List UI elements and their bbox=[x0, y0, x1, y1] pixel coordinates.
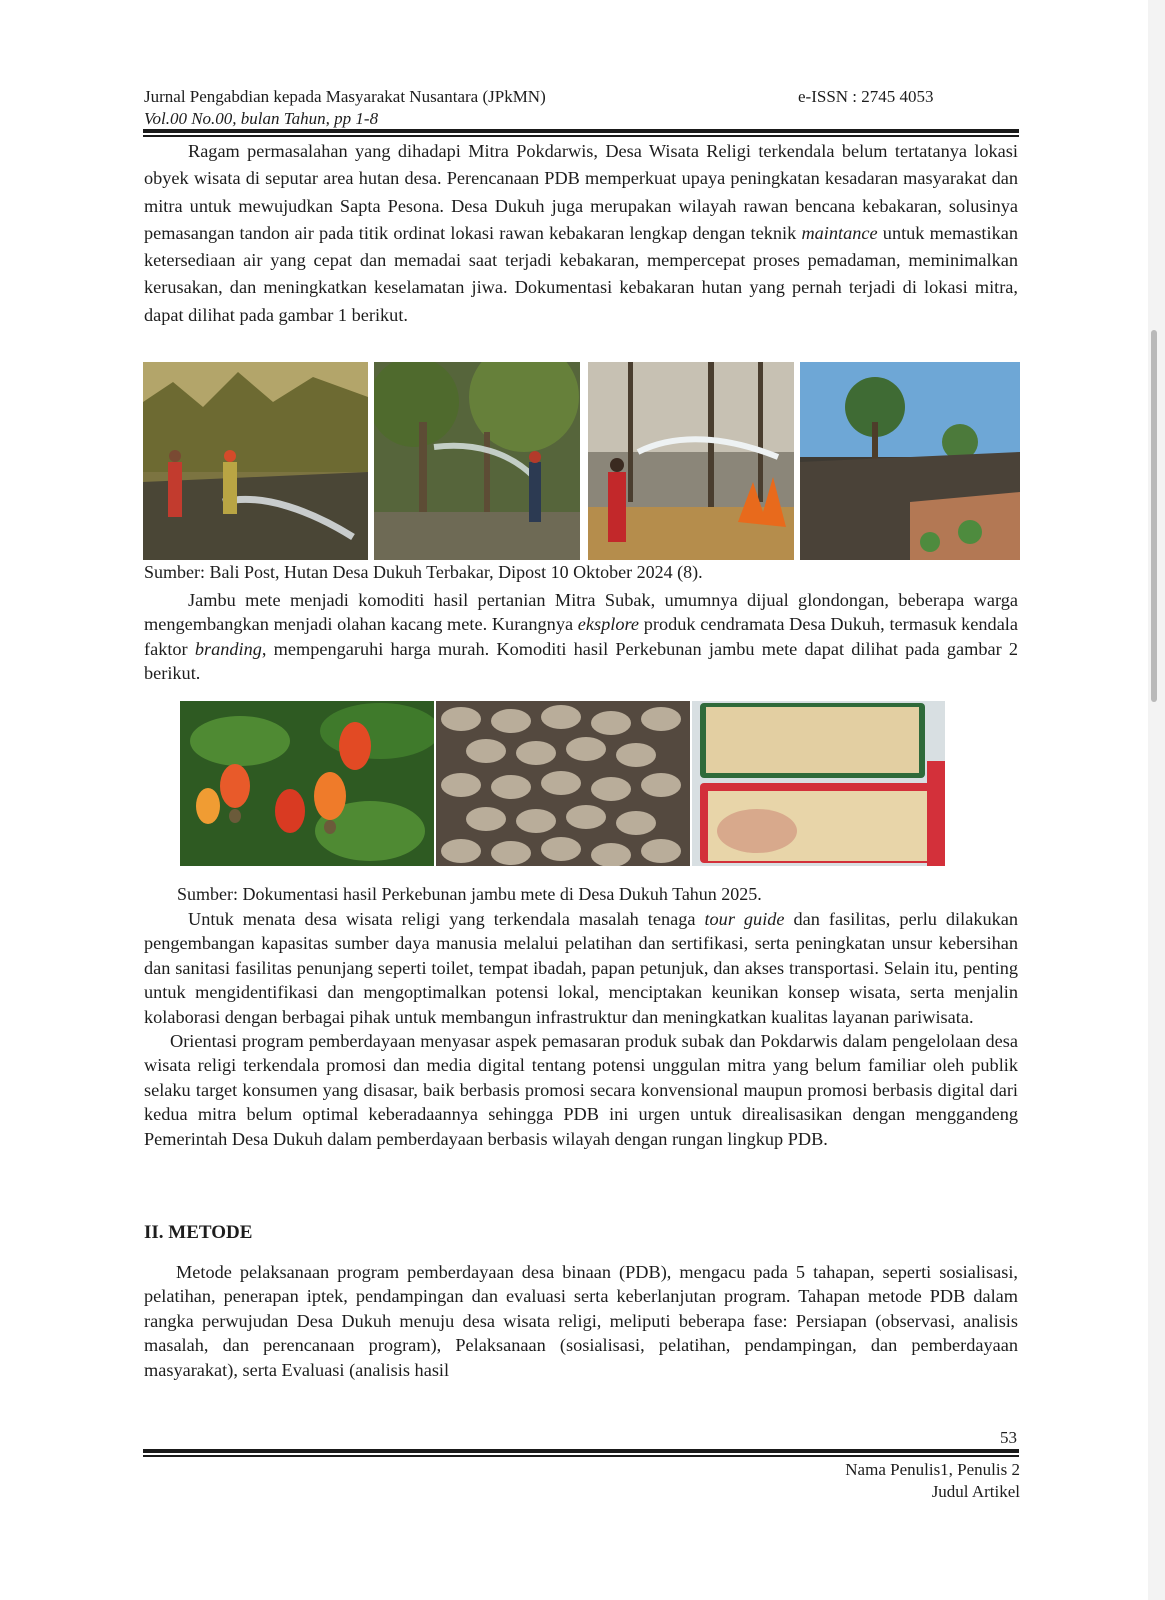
italic-term: eksplore bbox=[577, 614, 640, 635]
italic-term: maintance bbox=[801, 222, 878, 243]
scrollbar-thumb[interactable] bbox=[1151, 330, 1157, 702]
section-heading: II. METODE bbox=[144, 1222, 253, 1243]
firefighters-spraying-photo bbox=[143, 362, 368, 560]
footer-authors: Nama Penulis1, Penulis 2 bbox=[845, 1460, 1020, 1479]
running-footer bbox=[845, 1459, 1020, 1503]
burned-hillside-photo bbox=[800, 362, 1020, 560]
cashew-fruit-photo bbox=[180, 701, 434, 866]
header-rule bbox=[143, 129, 1019, 133]
italic-term: branding bbox=[194, 638, 262, 659]
paragraph-2: Jambu mete menjadi komoditi hasil pertanian Mitra Subak, umumnya dijual glondongan, beberapa warga mengembangkan menjadi olahan kacang mete. Kurangnya eksplore produk cendramata Desa Dukuh, termasuk kendala faktor branding, mempengaruhi harga murah. Komoditi hasil Perkebunan jambu mete dapat dilihat pada gambar 2 berikut. bbox=[144, 590, 1018, 684]
italic-term: tour guide bbox=[704, 909, 785, 929]
raw-cashew-nuts-photo bbox=[436, 701, 690, 866]
figure-2-caption: Sumber: Dokumentasi hasil Perkebunan jambu mete di Desa Dukuh Tahun 2025. bbox=[177, 884, 762, 904]
cashew-kernels-tray-photo bbox=[692, 701, 945, 866]
journal-name: Jurnal Pengabdian kepada Masyarakat Nusantara (JPkMN) bbox=[144, 87, 546, 106]
issn: e-ISSN : 2745 4053 bbox=[798, 87, 934, 106]
forest-flames-photo bbox=[588, 362, 794, 560]
footer-rule-thin bbox=[143, 1455, 1019, 1457]
footer-article-title: Judul Artikel bbox=[931, 1482, 1020, 1501]
paragraph-1: Ragam permasalahan yang dihadapi Mitra Pokdarwis, Desa Wisata Religi terkendala belum tertatanya lokasi obyek wisata di seputar area hutan desa. Perencanaan PDB memperkuat upaya peningkatan kesadaran masyarakat dan mitra untuk mewujudkan Sapta Pesona. Desa Dukuh juga merupakan wilayah rawan bencana kebakaran, solusinya pemasangan tandon air pada titik ordinat lokasi rawan kebakaran lengkap dengan teknik maintance untuk memastikan ketersediaan air yang cepat dan memadai saat terjadi kebakaran, mempercepat proses pemadaman, meminimalkan kerusakan, dan meningkatkan keselamatan jiwa. Dokumentasi kebakaran hutan yang pernah terjadi di lokasi mitra, dapat dilihat pada gambar 1 berikut. bbox=[144, 141, 1018, 325]
figure-1-caption: Sumber: Bali Post, Hutan Desa Dukuh Terbakar, Dipost 10 Oktober 2024 (8). bbox=[144, 562, 703, 582]
paragraph-4: Orientasi program pemberdayaan menyasar aspek pemasaran produk subak dan Pokdarwis dalam pengelolaan desa wisata religi terkendala promosi dan media digital tentang potensi unggulan mitra yang belum familiar oleh publik selaku target konsumen yang disasar, baik berbasis promosi secara konvensional maupun promosi berbasis digital dari kedua mitra belum optimal keberadaannya sehingga PDB ini urgen untuk direalisasikan dengan menggandeng Pemerintah Desa Dukuh dalam pemberdayaan berbasis wilayah dengan rungan lingkup PDB. bbox=[144, 1031, 1018, 1149]
footer-rule bbox=[143, 1449, 1019, 1453]
forest-hose-photo bbox=[374, 362, 580, 560]
volume-info: Vol.00 No.00, bulan Tahun, pp 1-8 bbox=[144, 109, 379, 128]
paragraph-5: Metode pelaksanaan program pemberdayaan desa binaan (PDB), mengacu pada 5 tahapan, seperti sosialisasi, pelatihan, penerapan iptek, pendampingan dan evaluasi serta keberlanjutan program. Tahapan metode PDB dalam rangka perwujudan Desa Dukuh menuju desa wisata religi, meliputi beberapa fase: Persiapan (observasi, analisis masalah, dan perencanaan program), Pelaksanaan (sosialisasi, pelatihan, pendampingan, dan pemberdayaan masyarakat), serta Evaluasi (analisis hasil bbox=[144, 1262, 1018, 1380]
page-number: 53 bbox=[1000, 1428, 1017, 1447]
paragraph-3: Untuk menata desa wisata religi yang terkendala masalah tenaga tour guide dan fasilitas, perlu dilakukan pengembangan kapasitas sumber daya manusia melalui pelatihan dan sertifikasi, serta peningkatan unsur kebersihan dan sanitasi fasilitas penunjang seperti toilet, tempat ibadah, papan petunjuk, dan akses transportasi. Selain itu, penting untuk mengidentifikasi dan mengoptimalkan potensi lokal, menciptakan keunikan konsep wisata, serta menjalin kolaborasi dengan berbagai pihak untuk membangun infrastruktur dan meningkatkan kualitas layanan pariwisata. Orientasi program pemberdayaan menyasar aspek pemasaran produk subak dan Pokdarwis dalam pengelolaan desa wisata religi terkendala promosi dan media digital tentang potensi unggulan mitra yang belum familiar oleh publik selaku target konsumen yang disasar, baik berbasis promosi secara konvensional maupun promosi berbasis digital dari kedua mitra belum optimal keberadaannya sehingga PDB ini urgen untuk direalisasikan dengan menggandeng Pemerintah Desa Dukuh dalam pemberdayaan berbasis wilayah dengan rungan lingkup PDB. bbox=[144, 907, 1018, 1151]
header-rule-thin bbox=[143, 135, 1019, 137]
